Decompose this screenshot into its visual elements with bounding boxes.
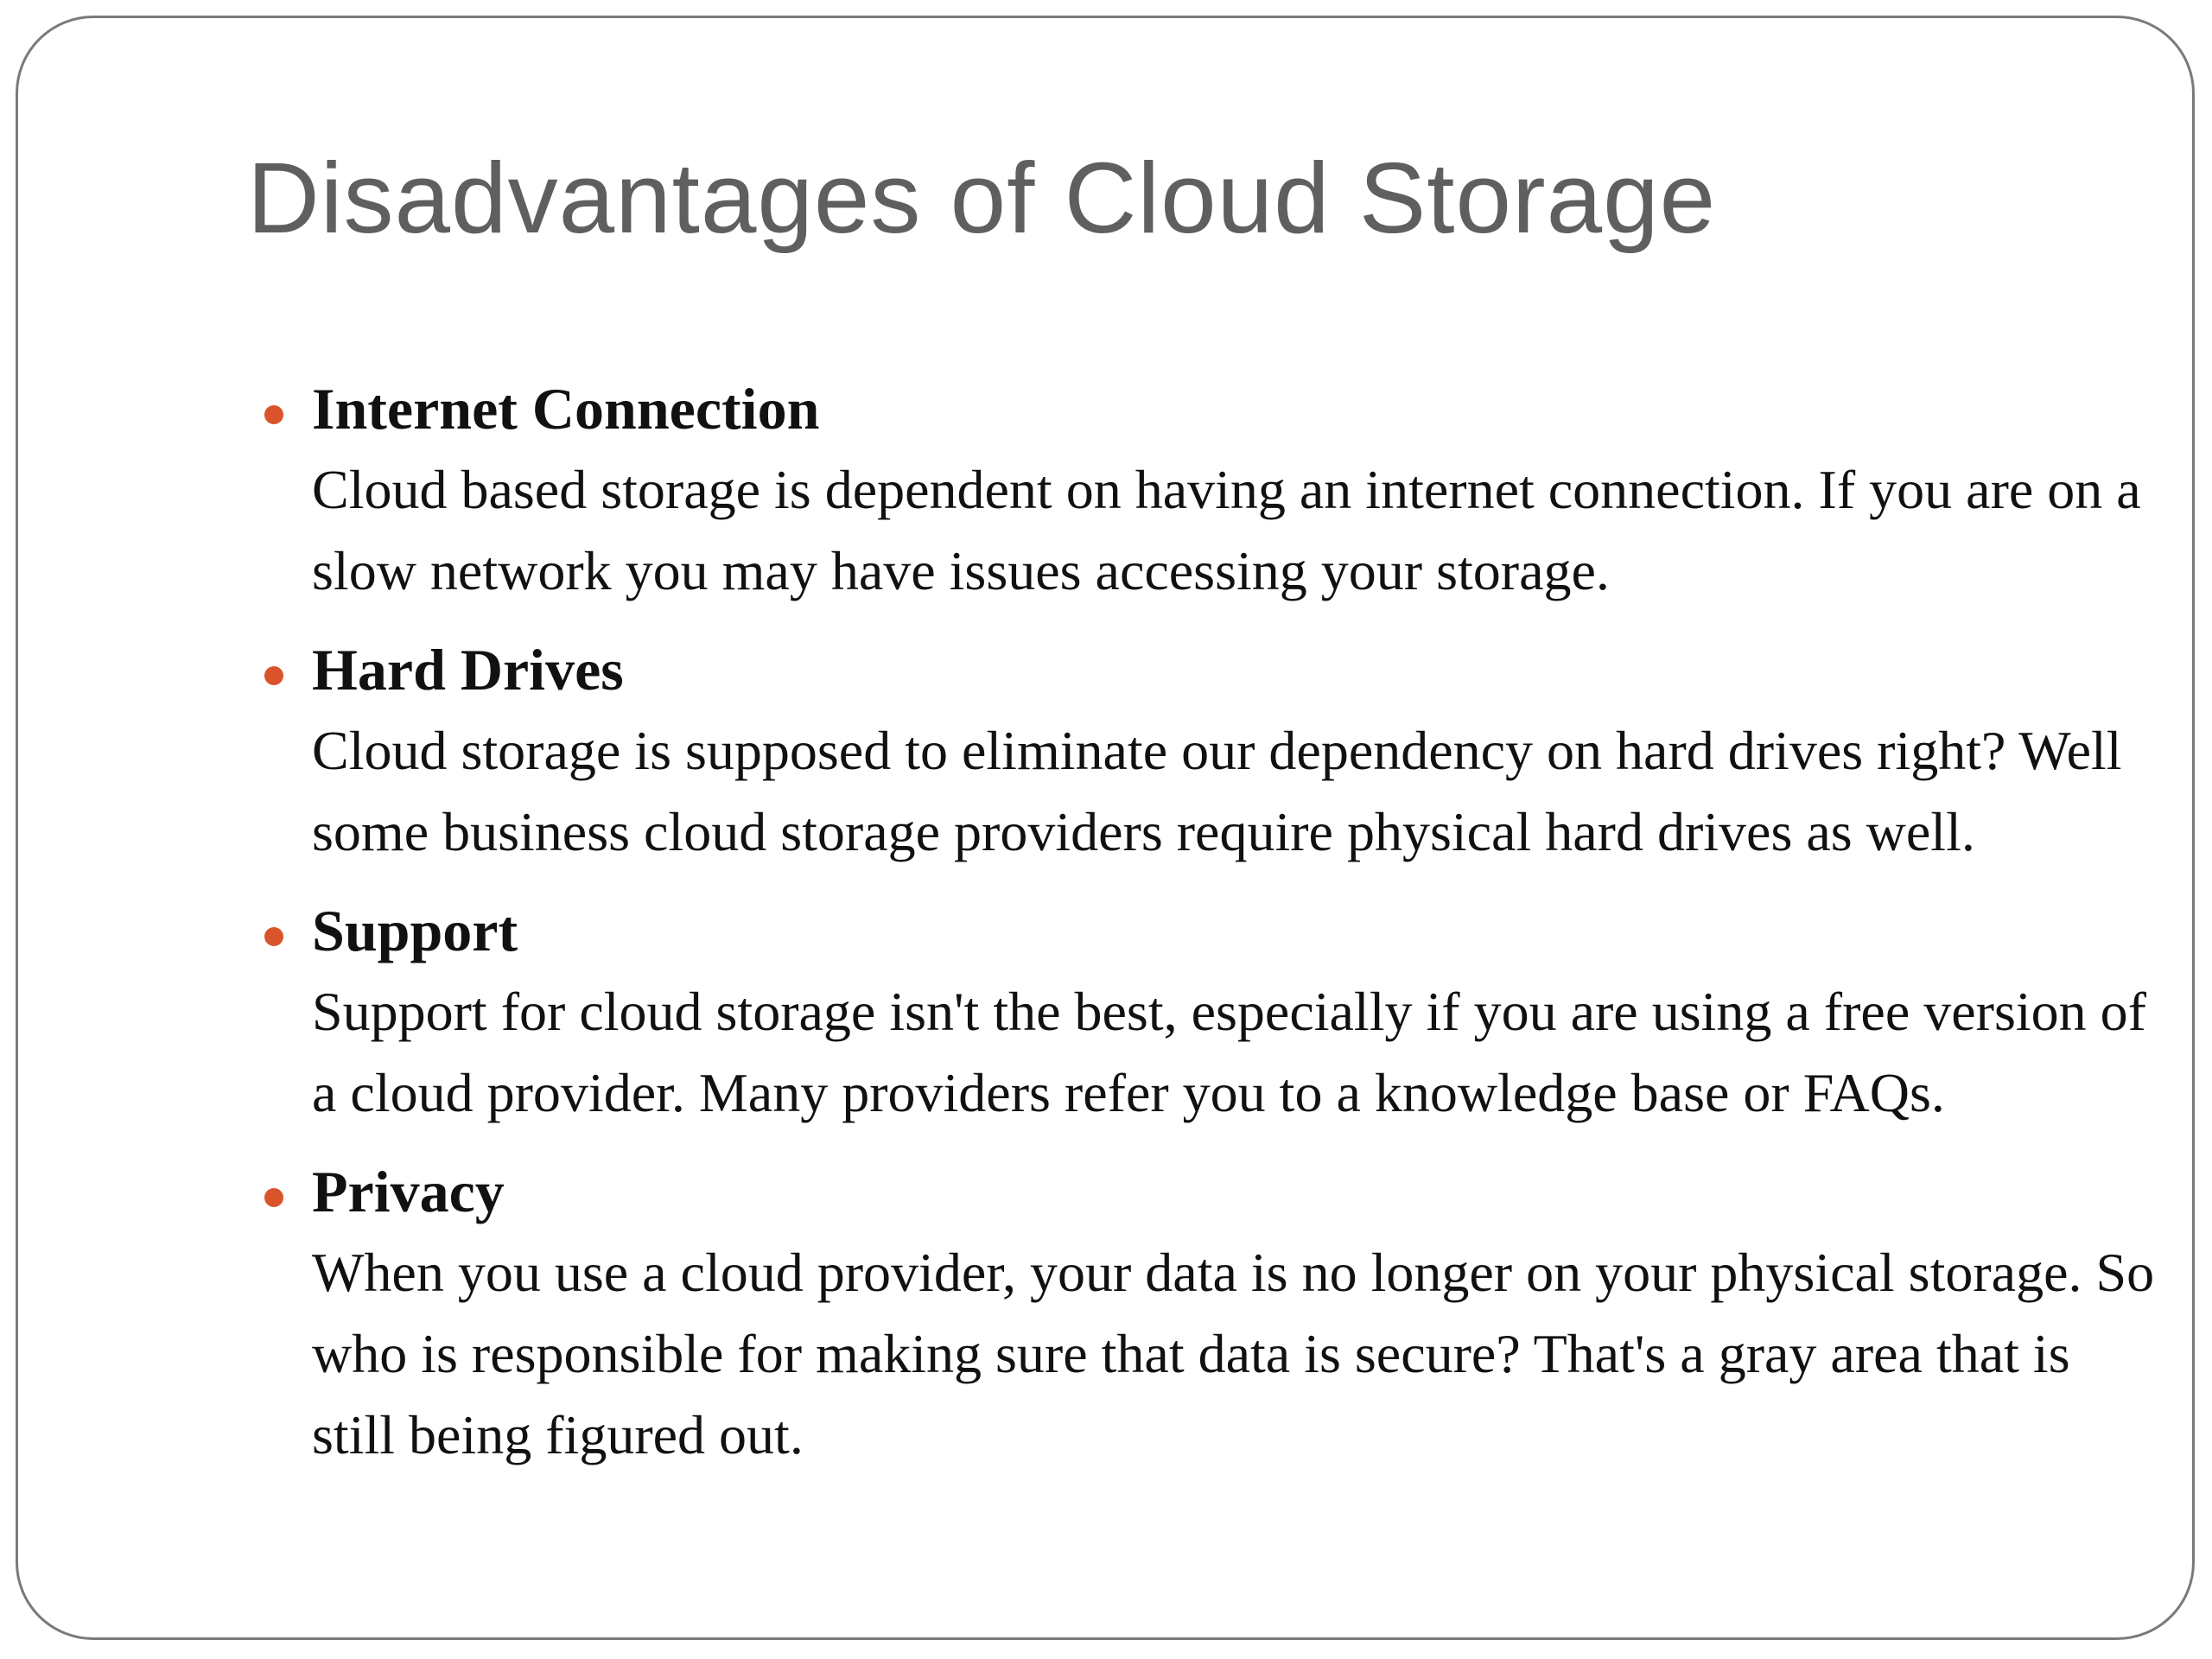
bullet-heading: Hard Drives [312,637,624,702]
bullet-item-support [247,890,2157,1134]
bullet-body: When you use a cloud provider, your data is no longer on your physical storage. So who is responsible for making sure that data is secure? That's a gray area that is still being figured out. [312,1242,2155,1465]
slide [16,16,2195,1640]
bullet-item-privacy [247,1151,2157,1476]
bullet-dot-icon [264,405,283,424]
bullet-dot-icon [264,927,283,946]
slide-title: Disadvantages of Cloud Storage [247,142,1717,254]
bullet-body: Cloud storage is supposed to eliminate our dependency on hard drives right? Well some business cloud storage providers require physical hard drives as well. [312,720,2122,862]
bullet-body: Cloud based storage is dependent on having an internet connection. If you are on a slow network you may have issues accessing your storage. [312,459,2141,601]
bullet-body: Support for cloud storage isn't the best, especially if you are using a free version of a cloud provider. Many providers refer you to a knowledge base or FAQs. [312,981,2146,1123]
bullet-list [247,368,2157,1493]
bullet-item-internet-connection [247,368,2157,612]
bullet-heading: Internet Connection [312,376,820,442]
bullet-item-hard-drives [247,629,2157,873]
bullet-dot-icon [264,666,283,685]
bullet-heading: Privacy [312,1159,505,1224]
bullet-heading: Support [312,898,518,963]
bullet-dot-icon [264,1188,283,1207]
